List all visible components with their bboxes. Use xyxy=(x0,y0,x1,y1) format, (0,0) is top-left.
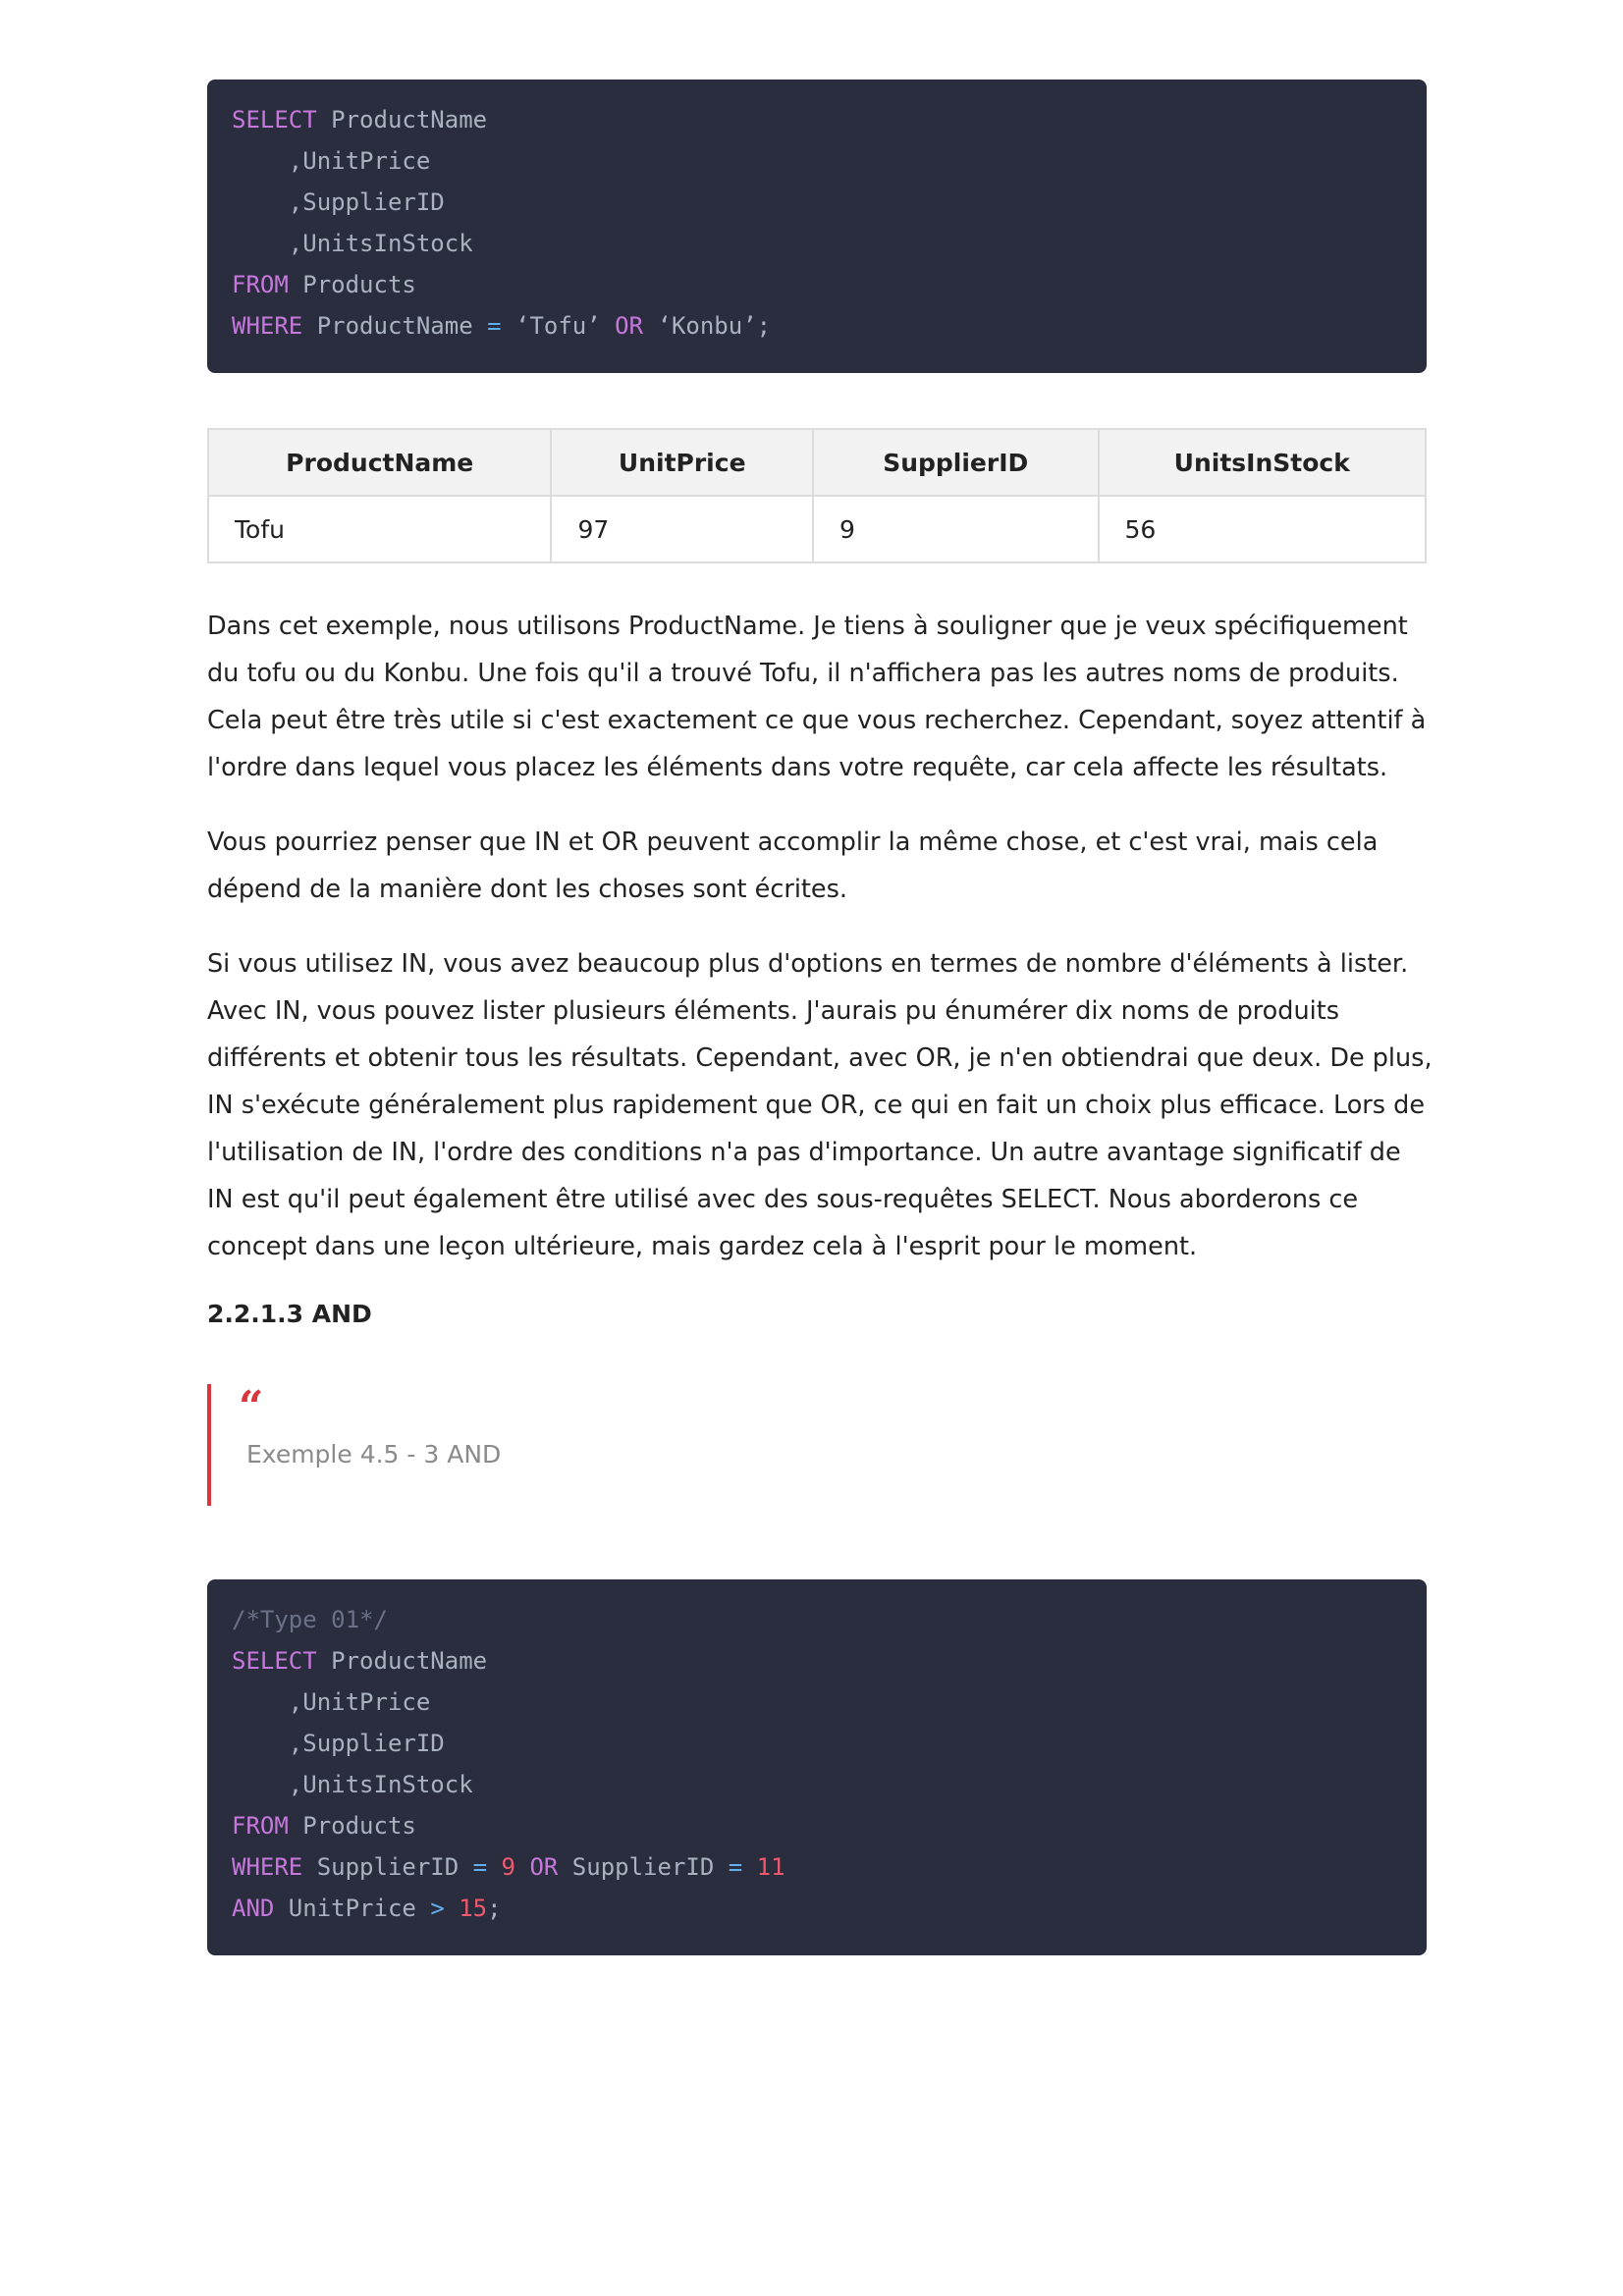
code-block-and-query xyxy=(207,1579,1427,1955)
code-token: SupplierID xyxy=(302,1853,473,1881)
code-line xyxy=(232,1640,1402,1682)
code-token: SupplierID xyxy=(558,1853,729,1881)
quote-mark-icon: “ xyxy=(239,1382,264,1432)
table-cell: Tofu xyxy=(208,496,551,562)
code-token: ProductName xyxy=(302,312,488,340)
code-line xyxy=(232,264,1402,305)
code-token: ,SupplierID xyxy=(232,188,445,216)
code-token: ,UnitPrice xyxy=(232,147,431,175)
code-line xyxy=(232,223,1402,264)
code-token: 11 xyxy=(756,1853,785,1881)
code-token xyxy=(487,1853,501,1881)
code-token: OR xyxy=(615,312,644,340)
code-token: /*Type 01*/ xyxy=(232,1606,388,1633)
code-line xyxy=(232,140,1402,182)
code-token: UnitPrice xyxy=(274,1895,431,1922)
code-token xyxy=(742,1853,756,1881)
table-header-row xyxy=(208,429,1426,496)
code-token xyxy=(515,1853,529,1881)
code-block-or-query xyxy=(207,80,1427,373)
code-line xyxy=(232,1723,1402,1764)
table-header-cell: ProductName xyxy=(208,429,551,496)
code-token: WHERE xyxy=(232,1853,303,1881)
code-token: ,UnitsInStock xyxy=(232,1771,473,1798)
paragraph-in-vs-or: Vous pourriez penser que IN et OR peuvent accomplir la même chose, et c'est vrai, mais cela dépend de la manière dont les choses sont écrites. xyxy=(207,828,1379,904)
blockquote-text: Exemple 4.5 - 3 AND xyxy=(246,1440,502,1468)
code-token: Products xyxy=(288,1812,416,1840)
code-token: AND xyxy=(232,1895,275,1922)
result-table xyxy=(207,428,1427,563)
code-token: OR xyxy=(529,1853,559,1881)
code-line xyxy=(232,1805,1402,1846)
code-token: > xyxy=(430,1895,445,1922)
code-token: ProductName xyxy=(316,106,488,133)
table-cell: 9 xyxy=(813,496,1099,562)
code-token: Products xyxy=(288,271,416,298)
code-token xyxy=(445,1895,459,1922)
code-token: = xyxy=(728,1853,743,1881)
code-line xyxy=(232,1599,1402,1640)
code-token: FROM xyxy=(232,1812,289,1840)
table-row xyxy=(208,496,1426,562)
table-cell: 97 xyxy=(551,496,813,562)
paragraph-in-advantages: Si vous utilisez IN, vous avez beaucoup plus d'options en termes de nombre d'éléments à lister. Avec IN, vous pouvez lister plusieurs éléments. J'aurais pu énumérer dix noms de produits différents et obtenir tous les résultats. Cependant, avec OR, je n'en obtiendrai que deux. De plus, IN s'exécute généralement plus rapidement que OR, ce qui en fait un choix plus efficace. Lors de l'utilisation de IN, l'ordre des conditions n'a pas d'importance. Un autre avantage significatif de IN est qu'il peut également être utilisé avec des sous-requêtes SELECT. Nous aborderons ce concept dans une leçon ultérieure, mais gardez cela à l'esprit pour le moment. xyxy=(207,949,1433,1261)
code-token: ‘Konbu’; xyxy=(643,312,772,340)
code-token: ,UnitsInStock xyxy=(232,230,473,257)
table-header-cell: UnitsInStock xyxy=(1099,429,1427,496)
table-cell: 56 xyxy=(1099,496,1427,562)
code-token: SELECT xyxy=(232,106,317,133)
code-line xyxy=(232,1682,1402,1723)
code-token: = xyxy=(472,1853,488,1881)
code-line xyxy=(232,1764,1402,1805)
code-token: FROM xyxy=(232,271,289,298)
code-token: = xyxy=(487,312,502,340)
table-header-cell: SupplierID xyxy=(813,429,1099,496)
code-line xyxy=(232,182,1402,223)
section-heading: 2.2.1.3 AND xyxy=(207,1300,372,1328)
paragraph-tofu-example: Dans cet exemple, nous utilisons ProductName. Je tiens à souligner que je veux spécifiquement du tofu ou du Konbu. Une fois qu'il a trouvé Tofu, il n'affichera pas les autres noms de produits. Cela peut être très utile si c'est exactement ce que vous recherchez. Cependant, soyez attentif à l'ordre dans lequel vous placez les éléments dans votre requête, car cela affecte les résultats. xyxy=(207,612,1427,782)
code-token: ProductName xyxy=(316,1647,488,1675)
code-line xyxy=(232,1846,1402,1888)
code-token: ‘Tofu’ xyxy=(501,312,616,340)
code-token: 15 xyxy=(459,1895,488,1922)
code-line xyxy=(232,99,1402,140)
code-token: WHERE xyxy=(232,312,303,340)
code-token: ,UnitPrice xyxy=(232,1688,431,1716)
code-line xyxy=(232,305,1402,347)
table-header-cell: UnitPrice xyxy=(551,429,813,496)
code-token: ; xyxy=(487,1895,502,1922)
code-token: SELECT xyxy=(232,1647,317,1675)
code-token: ,SupplierID xyxy=(232,1730,445,1757)
blockquote xyxy=(207,1384,1427,1506)
code-token: 9 xyxy=(501,1853,515,1881)
code-line xyxy=(232,1888,1402,1929)
